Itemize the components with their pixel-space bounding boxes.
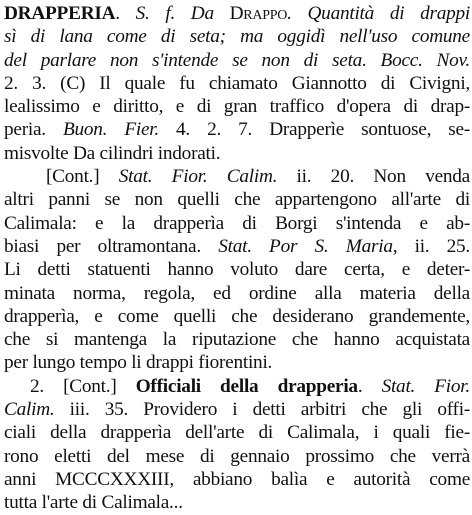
entry-line <box>4 421 470 444</box>
entry-line <box>4 2 470 25</box>
text-run: . <box>357 375 382 397</box>
text-run: ii. 20. Non venda <box>277 166 470 188</box>
entry-line <box>4 188 470 211</box>
text-run: [Cont.] <box>46 166 119 188</box>
entry-line <box>4 468 470 491</box>
text-run: misvolte Da cilindri indorati. <box>4 142 221 164</box>
text-run: peria. <box>4 119 63 141</box>
entry-line <box>4 258 470 281</box>
entry-line <box>4 95 470 118</box>
text-run: Drappo <box>229 3 288 24</box>
text-run: per lungo tempo li drappi fiorentini. <box>4 352 273 374</box>
text-run: 4. 2. 7. Drapperìe sontuose, se- <box>158 119 470 141</box>
text-run: sì di lana come di seta; ma oggidì nell'uso comune <box>4 26 470 48</box>
entry-line <box>4 25 470 48</box>
text-run: Stat. Por S. Maria, <box>218 235 398 257</box>
text-run: lealissimo e diritto, e di gran traffico d'opera di drap- <box>4 96 470 118</box>
text-run: DRAPPERIA <box>4 3 116 24</box>
entry-line <box>4 491 470 514</box>
entry-line <box>4 212 470 235</box>
entry-line <box>4 328 470 351</box>
text-run: . Quantità di drappi <box>287 3 470 24</box>
entry-line <box>4 398 470 421</box>
text-run: rono eletti del mese di gennaio prossimo che verrà <box>4 445 470 467</box>
entry-line <box>4 165 470 188</box>
text-run: Calimala: e la drapperìa di Borgi s'intenda e ab- <box>4 212 470 234</box>
text-run: 2. 3. (C) Il quale fu chiamato Giannotto di Civigni, <box>4 72 470 94</box>
entry-line <box>4 445 470 468</box>
entry-line <box>4 282 470 305</box>
entry-line <box>4 49 470 72</box>
dictionary-entry <box>4 2 470 515</box>
text-run: Buon. Fier. <box>62 119 159 141</box>
text-run: Calim. <box>4 399 55 421</box>
text-run: Stat. Fior. Calim. <box>118 166 278 188</box>
entry-line <box>4 305 470 328</box>
text-run: che si mantenga la riputazione che hanno acquistata <box>4 329 470 351</box>
entry-line <box>4 375 470 398</box>
text-run: . <box>115 3 136 24</box>
text-run: tutta l'arte di Calimala... <box>4 492 183 514</box>
text-run: biasi per oltramontana. <box>4 235 219 257</box>
text-run: del parlare non s'intende se non di seta. Bocc. Nov. <box>4 49 470 71</box>
entry-line <box>4 72 470 95</box>
entry-line <box>4 118 470 141</box>
text-run: iii. 35. Providero i detti arbitri che gli offi- <box>54 399 470 421</box>
entry-line <box>4 142 470 165</box>
text-run: ii. 25. <box>397 235 470 257</box>
text-run: S. f. Da <box>135 3 230 24</box>
text-run: anni MCCCXXXIII, abbiano balìa e autorità come <box>4 468 470 490</box>
entry-line <box>4 235 470 258</box>
text-run: Li detti statuenti hanno voluto dare certa, e deter- <box>4 259 470 281</box>
text-run: minata norma, regola, ed ordine alla materia della <box>4 282 470 304</box>
text-run: 2. [Cont.] <box>30 375 136 397</box>
entry-line <box>4 351 470 374</box>
text-run: Officiali della drapperia <box>135 375 358 397</box>
text-run: drapperìa, e come quelli che desiderano grandemente, <box>4 305 470 327</box>
text-run: ciali della drapperìa dell'arte di Calimala, i quali fie- <box>4 422 470 444</box>
text-run: Stat. Fior. <box>381 375 470 397</box>
text-run: altri panni se non quelli che appartengono all'arte di <box>4 189 470 211</box>
